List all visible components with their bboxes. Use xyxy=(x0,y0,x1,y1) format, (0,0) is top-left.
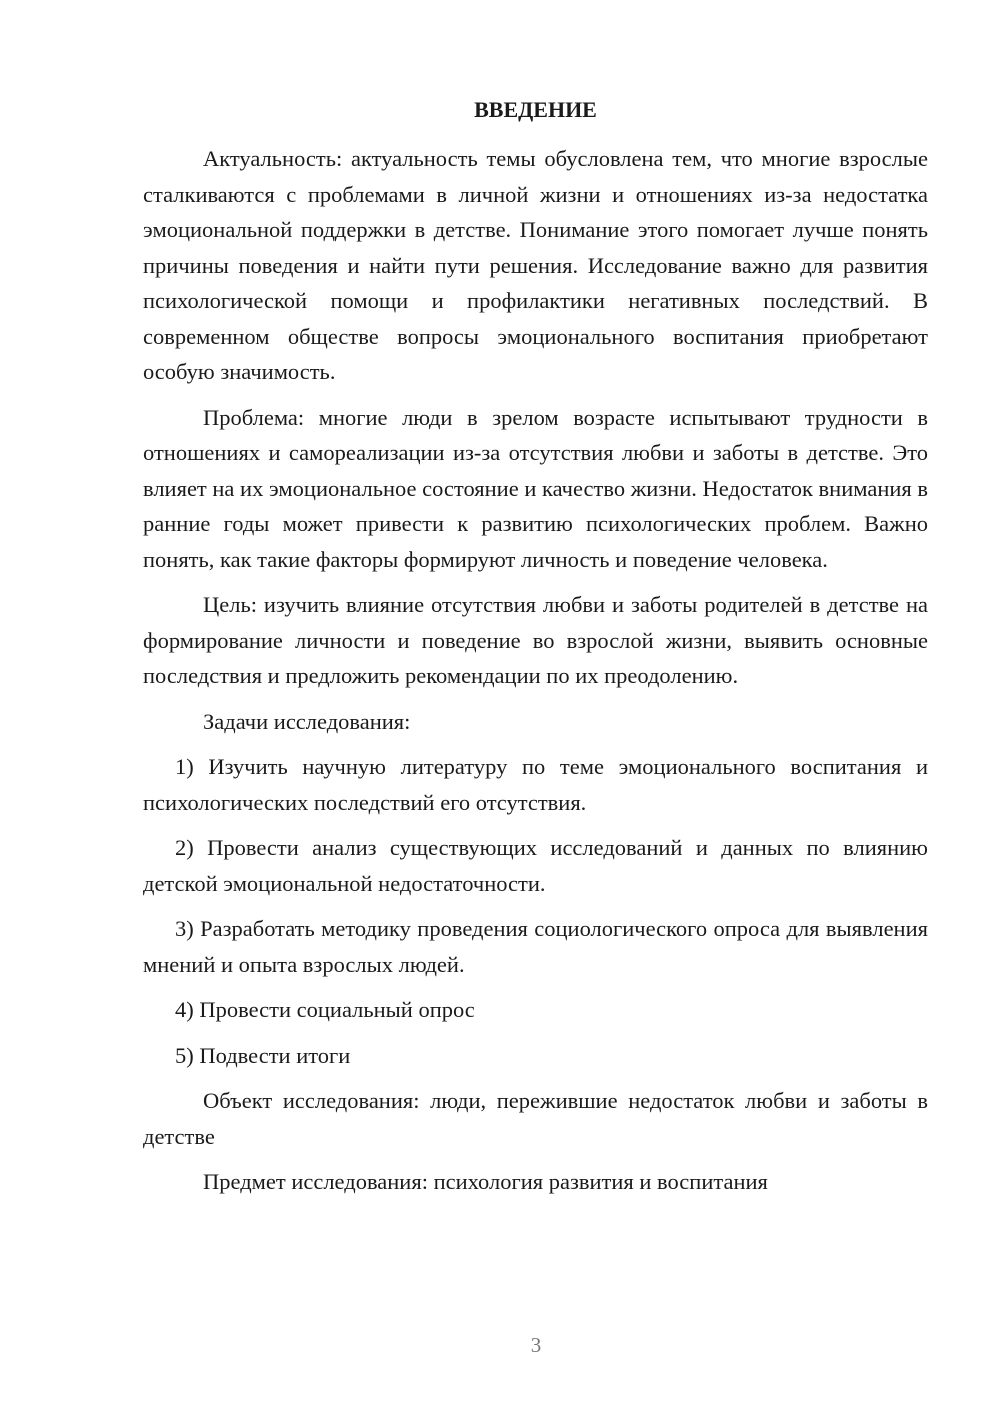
task-item-3: 3) Разработать методику проведения социологического опроса для выявления мнений и опыта взрослых людей. xyxy=(143,916,928,977)
problem-paragraph: Проблема: многие люди в зрелом возрасте испытывают трудности в отношениях и самореализации из-за отсутствия любви и заботы в детстве. Это влияет на их эмоциональное состояние и качество жизни. Недостаток внимания в ранние годы может привести к развитию психологических проблем. Важно понять, как такие факторы формируют личность и поведение человека. xyxy=(143,404,928,572)
section-title: ВВЕДЕНИЕ xyxy=(474,97,597,122)
document-body xyxy=(143,92,928,1210)
task-item-1: 1) Изучить научную литературу по теме эмоционального воспитания и психологических последствий его отсутствия. xyxy=(143,754,928,815)
subject-paragraph: Предмет исследования: психология развития и воспитания xyxy=(203,1169,768,1194)
task-item-2: 2) Провести анализ существующих исследований и данных по влиянию детской эмоциональной недостаточности. xyxy=(143,835,928,896)
task-item-4: 4) Провести социальный опрос xyxy=(175,997,475,1022)
page-number: 3 xyxy=(530,1333,542,1357)
goal-paragraph: Цель: изучить влияние отсутствия любви и заботы родителей в детстве на формирование личности и поведение во взрослой жизни, выявить основные последствия и предложить рекомендации по их преодолению. xyxy=(143,592,928,688)
tasks-heading: Задачи исследования: xyxy=(203,708,411,734)
relevance-paragraph: Актуальность: актуальность темы обусловлена тем, что многие взрослые сталкиваются с проблемами в личной жизни и отношениях из-за недостатка эмоциональной поддержки в детстве. Понимание этого помогает лучше понять причины поведения и найти пути решения. Исследование важно для развития психологической помощи и профилактики негативных последствий. В современном обществе вопросы эмоционального воспитания приобретают особую значимость. xyxy=(143,146,928,384)
object-paragraph: Объект исследования: люди, пережившие недостаток любви и заботы в детстве xyxy=(143,1088,928,1149)
task-item-5: 5) Подвести итоги xyxy=(175,1042,351,1068)
